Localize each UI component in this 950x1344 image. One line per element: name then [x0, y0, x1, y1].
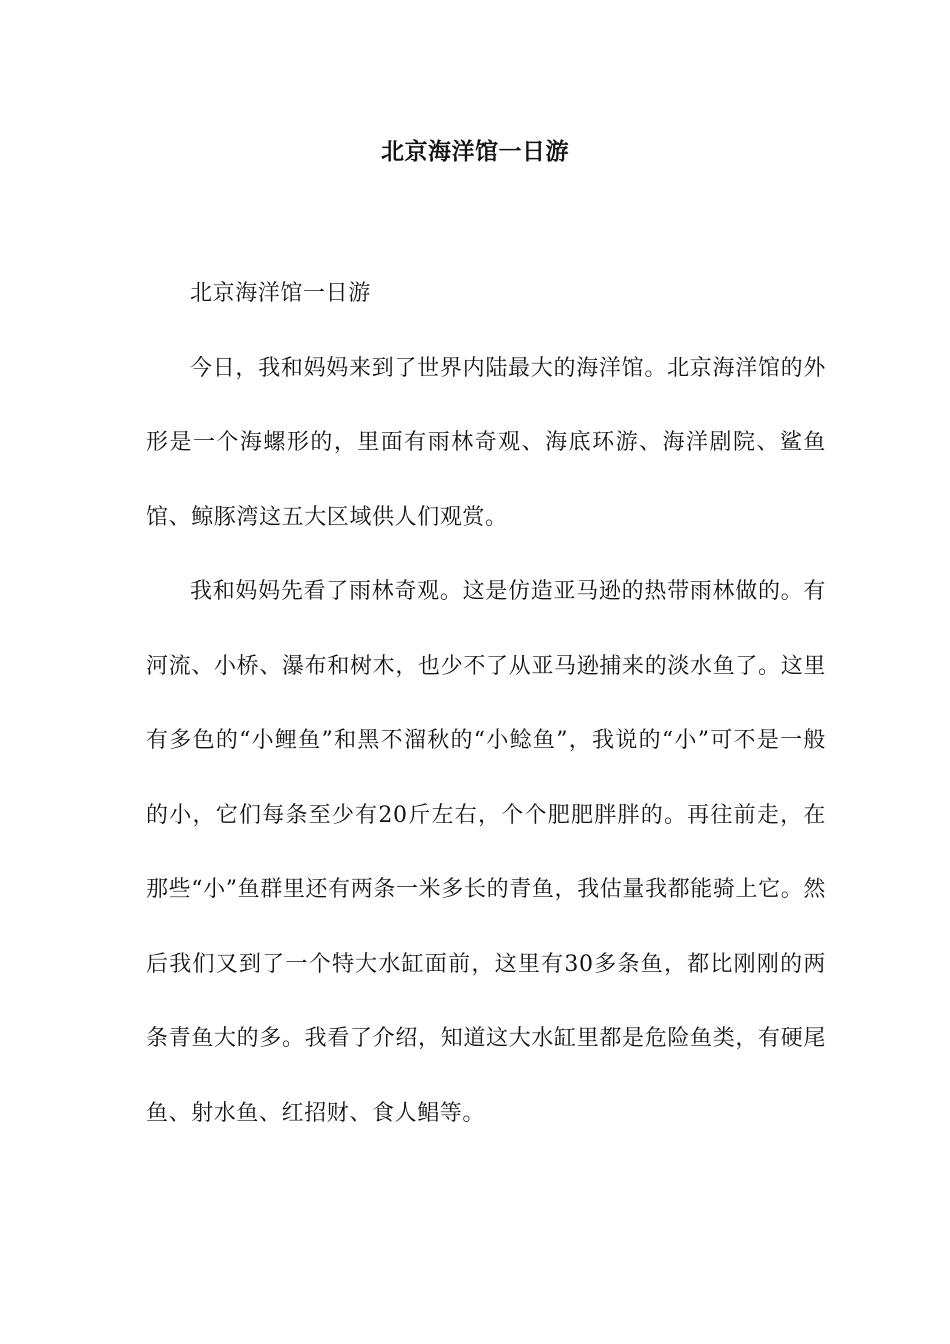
paragraph-rainforest: 我和妈妈先看了雨林奇观。这是仿造亚马逊的热带雨林做的。有河流、小桥、瀑布和树木，也少不了从亚马逊捕来的淡水鱼了。这里有多色的“小鲤鱼”和黑不溜秋的“小鲶鱼”，我说的“小”可不是一般的小，它们每条至少有20斤左右，个个肥肥胖胖的。再往前走，在那些“小”鱼群里还有两条一米多长的青鱼，我估量我都能骑上它。然后我们又到了一个特大水缸面前，这里有30多条鱼，都比刚刚的两条青鱼大的多。我看了介绍，知道这大水缸里都是危险鱼类，有硬尾鱼、射水鱼、红招财、食人鲳等。	[146, 579, 826, 1126]
document-title: 北京海洋馆一日游	[381, 138, 569, 165]
paragraph-intro: 今日，我和妈妈来到了世界内陆最大的海洋馆。北京海洋馆的外形是一个海螺形的，里面有雨林奇观、海底环游、海洋剧院、鲨鱼馆、鲸豚湾这五大区域供人们观赏。	[146, 355, 826, 530]
document-body	[146, 257, 826, 1151]
paragraph-subtitle: 北京海洋馆一日游	[190, 281, 371, 306]
